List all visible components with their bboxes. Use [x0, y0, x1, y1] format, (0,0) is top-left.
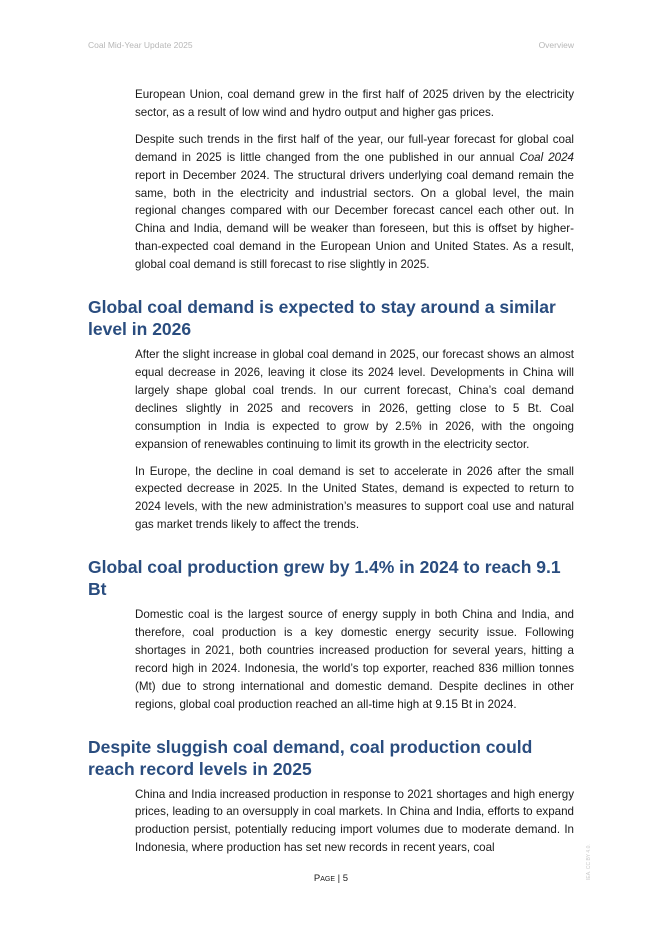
- page-footer: [0, 873, 662, 884]
- section-heading: Global coal production grew by 1.4% in 2024 to reach 9.1 Bt: [88, 557, 561, 600]
- section-heading: Global coal demand is expected to stay around a similar level in 2026: [88, 297, 556, 340]
- header-section-name: Overview: [538, 40, 574, 50]
- body-paragraph: Domestic coal is the largest source of energy supply in both China and India, and therefore, coal production is a key domestic energy security issue. Following shortages in 2021, both countries increased production for several years, hitting a record high in 2024. Indonesia, the world’s top exporter, reached 836 million tonnes (Mt) due to strong international and domestic demand. Despite declines in other regions, global coal production reached an all-time high at 9.15 Bt in 2024.: [135, 608, 574, 711]
- header-document-title: Coal Mid-Year Update 2025: [88, 40, 193, 50]
- page-label: Page: [313, 873, 336, 884]
- report-title-italic: Coal 2024: [519, 150, 574, 164]
- running-header: [88, 40, 574, 50]
- body-paragraph: European Union, coal demand grew in the first half of 2025 driven by the electricity sector, as a result of low wind and hydro output and higher gas prices.: [135, 88, 574, 119]
- license-note: IEA. CC BY 4.0.: [586, 844, 592, 880]
- page-content: [88, 86, 574, 866]
- paragraph-text: report in December 2024. The structural drivers underlying coal demand remain the same, both in the electricity and industrial sectors. On a global level, the main regional changes compared with our December forecast cancel each other out. In China and India, demand will be weaker than foreseen, but this is offset by higher-than-expected coal demand in the European Union and United States. As a result, global coal demand is still forecast to rise slightly in 2025.: [135, 168, 574, 272]
- page-number: 5: [342, 873, 349, 884]
- body-paragraph: After the slight increase in global coal demand in 2025, our forecast shows an almost equal decrease in 2026, leaving it close its 2024 level. Developments in China will largely shape global coal trends. In our current forecast, China’s coal demand declines slightly in 2025 and recovers in 2026, getting close to 5 Bt. Coal consumption in India is expected to grow by 2.5% in 2026, with the ongoing expansion of renewables continuing to limit its growth in the electricity sector.: [135, 348, 574, 451]
- body-paragraph: [135, 131, 574, 274]
- body-paragraph: In Europe, the decline in coal demand is set to accelerate in 2026 after the small expected decrease in 2025. In the United States, demand is expected to return to 2024 levels, with the new administration’s measures to support coal use and natural gas market trends likely to affect the trends.: [135, 464, 574, 532]
- section-heading: Despite sluggish coal demand, coal production could reach record levels in 2025: [88, 736, 533, 779]
- page-separator: |: [335, 873, 343, 884]
- body-paragraph: China and India increased production in response to 2021 shortages and high energy prices, leading to an oversupply in coal markets. In China and India, efforts to expand production persist, potentially reducing import volumes due to moderate demand. In Indonesia, where production has set new records in recent years, coal: [135, 787, 574, 855]
- paragraph-text: Despite such trends in the first half of the year, our full-year forecast for global coal demand in 2025 is little changed from the one published in our annual: [135, 132, 574, 164]
